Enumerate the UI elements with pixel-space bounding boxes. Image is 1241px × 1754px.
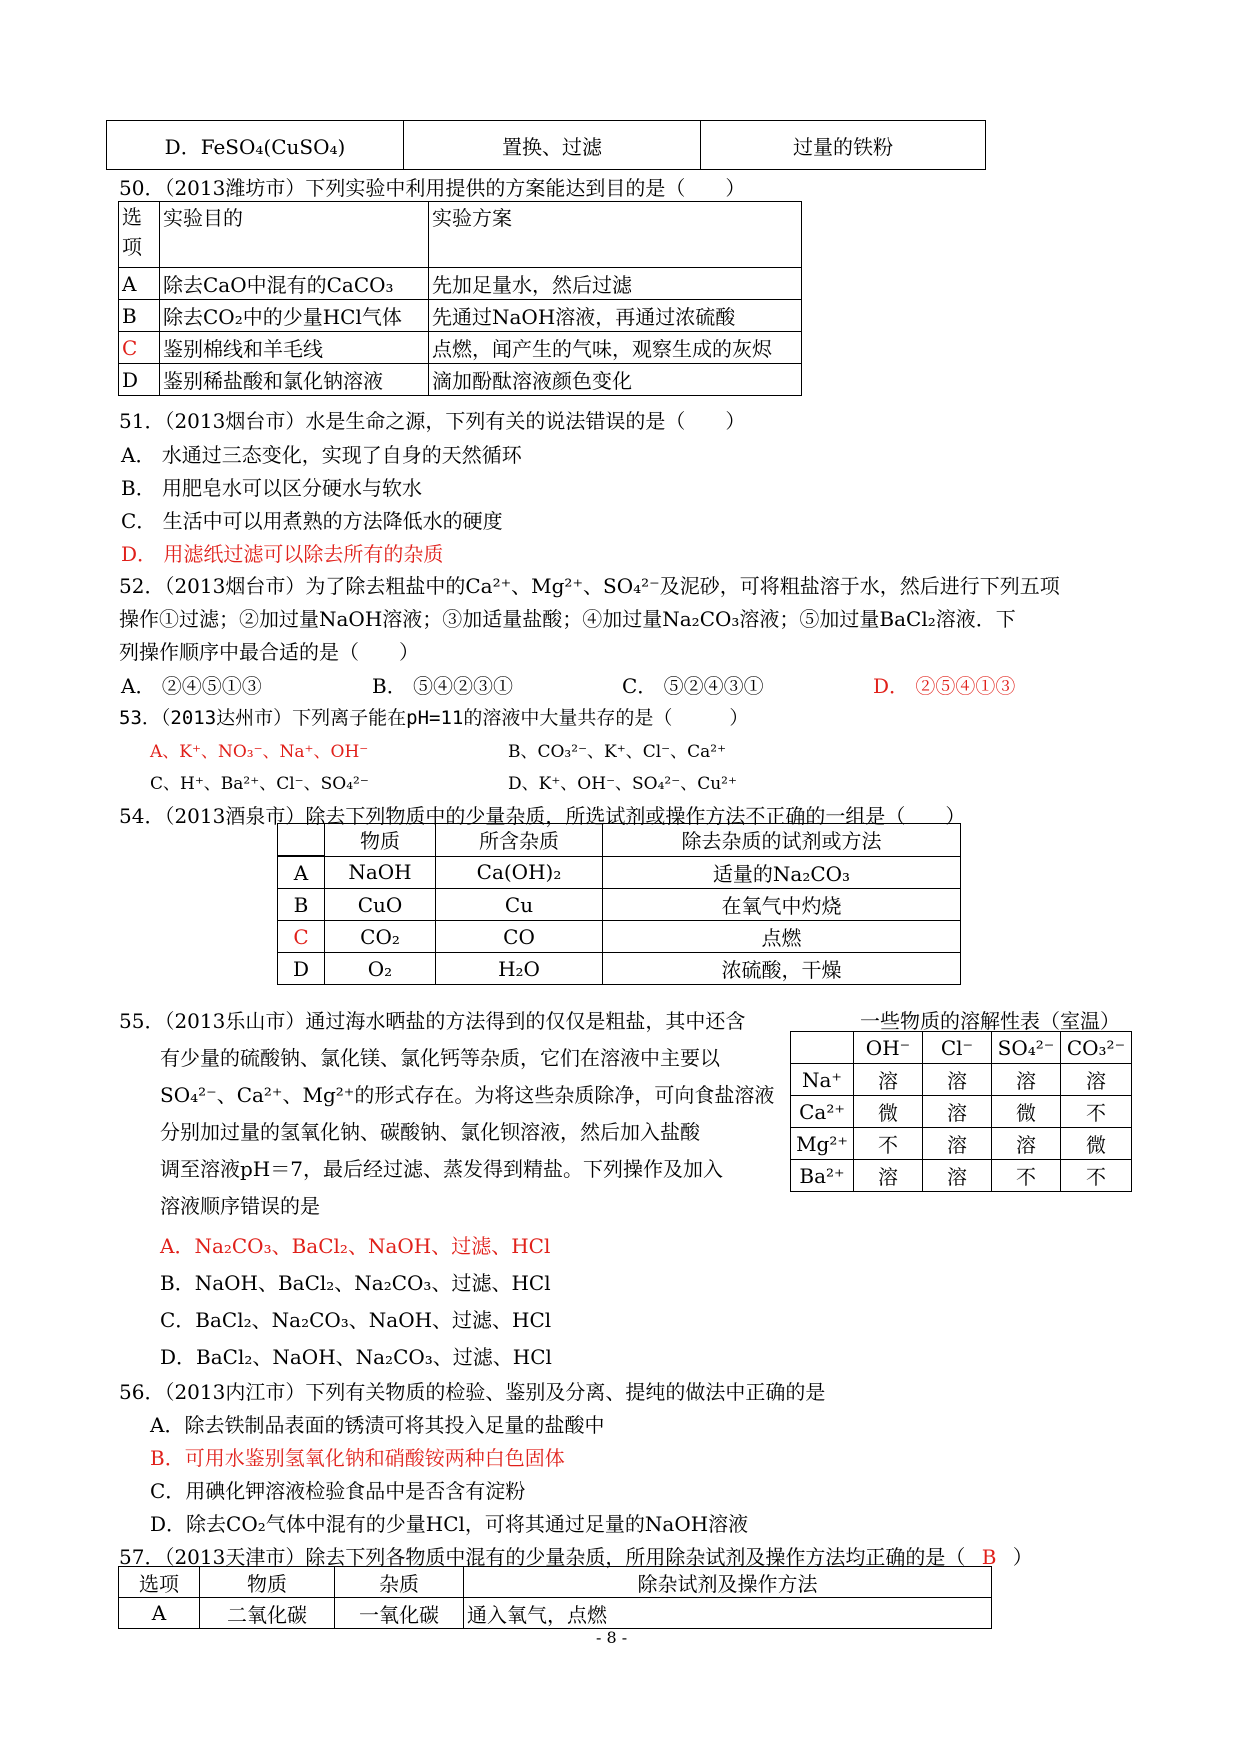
table-cell: 溶 xyxy=(923,1128,992,1160)
table-header-cell: 选项 xyxy=(119,202,160,268)
table-cell: D xyxy=(278,953,325,985)
table-cell: 过量的铁粉 xyxy=(701,121,986,170)
table-cell: A xyxy=(119,268,160,300)
table-cell: 滴加酚酞溶液颜色变化 xyxy=(429,364,802,396)
table-header-cell: 除杂试剂及操作方法 xyxy=(464,1567,992,1598)
table-cell: CO₂ xyxy=(325,921,436,953)
table-cell: CO xyxy=(436,921,603,953)
table-cell: Ba²⁺ xyxy=(791,1160,854,1192)
table-header-cell: Cl⁻ xyxy=(923,1032,992,1064)
table-cell: 鉴别棉线和羊毛线 xyxy=(160,332,429,364)
table-cell: 溶 xyxy=(1061,1064,1132,1096)
answer-mark: B xyxy=(981,1545,997,1569)
option-d-answer: D． ②⑤④①③ xyxy=(873,674,1016,698)
table-cell: 溶 xyxy=(992,1064,1061,1096)
table-cell: 溶 xyxy=(854,1064,923,1096)
table-cell: 除去CO₂中的少量HCl气体 xyxy=(160,300,429,332)
option-a: A． ②④⑤①③ xyxy=(121,674,262,698)
table-header-cell: 所含杂质 xyxy=(436,824,603,857)
table-cell: 一氧化碳 xyxy=(335,1598,464,1629)
table-cell: 不 xyxy=(1061,1160,1132,1192)
question-56-stem: 56．（2013内江市）下列有关物质的检验、鉴别及分离、提纯的做法中正确的是 xyxy=(119,1380,826,1404)
table-header-cell: 杂质 xyxy=(335,1567,464,1598)
table-cell: O₂ xyxy=(325,953,436,985)
option-d: D、K⁺、OH⁻、SO₄²⁻、Cu²⁺ xyxy=(508,774,737,794)
table-cell: B xyxy=(278,889,325,921)
table-cell: 溶 xyxy=(992,1128,1061,1160)
table-header-cell xyxy=(278,824,325,857)
solubility-table-title: 一些物质的溶解性表（室温） xyxy=(860,1009,1120,1033)
table-cell: CuO xyxy=(325,889,436,921)
option-a-answer: A．Na₂CO₃、BaCl₂、NaOH、过滤、HCl xyxy=(160,1234,551,1258)
table-cell: 浓硫酸，干燥 xyxy=(603,953,961,985)
table-cell: 点燃 xyxy=(603,921,961,953)
table-cell: 溶 xyxy=(854,1160,923,1192)
question-55-line: 分别加过量的氢氧化钠、碳酸钠、氯化钡溶液，然后加入盐酸 xyxy=(160,1120,700,1144)
option-d-answer: D． 用滤纸过滤可以除去所有的杂质 xyxy=(121,542,444,566)
table-cell: 先通过NaOH溶液，再通过浓硫酸 xyxy=(429,300,802,332)
option-b: B． ⑤④②③① xyxy=(372,674,514,698)
question-54-table xyxy=(277,823,961,985)
table-cell: 微 xyxy=(854,1096,923,1128)
table-header-cell: OH⁻ xyxy=(854,1032,923,1064)
table-header-cell: 物质 xyxy=(325,824,436,857)
question-53-stem: 53．（2013达州市）下列离子能在pH=11的溶液中大量共存的是（ ） xyxy=(119,707,749,729)
question-54-stem: 54．（2013酒泉市）除去下列物质中的少量杂质，所选试剂或操作方法不正确的一组是（ ） xyxy=(119,804,966,828)
table-cell: 除去CaO中混有的CaCO₃ xyxy=(160,268,429,300)
option-a: A． 水通过三态变化，实现了自身的天然循环 xyxy=(121,443,522,467)
table-cell: Na⁺ xyxy=(791,1064,854,1096)
answer-cell: C xyxy=(278,921,325,953)
table-header-cell: 除去杂质的试剂或方法 xyxy=(603,824,961,857)
question-50-stem: 50．（2013潍坊市）下列实验中利用提供的方案能达到目的是（ ） xyxy=(119,176,746,200)
table-header-cell: CO₃²⁻ xyxy=(1061,1032,1132,1064)
table-cell: 溶 xyxy=(923,1064,992,1096)
option-a: A．除去铁制品表面的锈渍可将其投入足量的盐酸中 xyxy=(150,1413,605,1437)
option-d: D．除去CO₂气体中混有的少量HCl，可将其通过足量的NaOH溶液 xyxy=(150,1512,749,1536)
question-50-table xyxy=(118,201,802,396)
table-cell: 微 xyxy=(992,1096,1061,1128)
question-55-line: 55．（2013乐山市）通过海水晒盐的方法得到的仅仅是粗盐，其中还含 xyxy=(119,1009,746,1033)
question-55-line: 调至溶液pH＝7，最后经过滤、蒸发得到精盐。下列操作及加入 xyxy=(160,1157,723,1181)
option-c: C．用碘化钾溶液检验食品中是否含有淀粉 xyxy=(150,1479,526,1503)
table-header-cell: SO₄²⁻ xyxy=(992,1032,1061,1064)
question-57-close: ） xyxy=(1012,1545,1033,1569)
option-b: B． 用肥皂水可以区分硬水与软水 xyxy=(121,476,423,500)
table-cell: 二氧化碳 xyxy=(200,1598,335,1629)
solubility-table xyxy=(790,1031,1132,1192)
top-table xyxy=(106,120,986,170)
table-cell: NaOH xyxy=(325,856,436,889)
option-d: D．BaCl₂、NaOH、Na₂CO₃、过滤、HCl xyxy=(160,1345,552,1369)
table-cell: 微 xyxy=(1061,1128,1132,1160)
question-51-stem: 51．（2013烟台市）水是生命之源，下列有关的说法错误的是（ ） xyxy=(119,409,746,433)
question-52-line: 52．（2013烟台市）为了除去粗盐中的Ca²⁺、Mg²⁺、SO₄²⁻及泥砂，可将粗盐溶于水，然后进行下列五项 xyxy=(119,574,1060,598)
table-cell: D xyxy=(119,364,160,396)
table-header-cell: 实验目的 xyxy=(160,202,429,268)
table-cell: 适量的Na₂CO₃ xyxy=(603,856,961,889)
option-b: B、CO₃²⁻、K⁺、Cl⁻、Ca²⁺ xyxy=(508,742,727,762)
table-cell: A xyxy=(278,856,325,889)
option-b-answer: B．可用水鉴别氢氧化钠和硝酸铵两种白色固体 xyxy=(150,1446,565,1470)
option-c: C． ⑤②④③① xyxy=(622,674,764,698)
table-header-cell xyxy=(791,1032,854,1064)
table-cell: 在氧气中灼烧 xyxy=(603,889,961,921)
table-cell: A xyxy=(119,1598,200,1629)
table-cell: 不 xyxy=(854,1128,923,1160)
table-cell: Ca(OH)₂ xyxy=(436,856,603,889)
table-cell: 点燃，闻产生的气味，观察生成的灰烬 xyxy=(429,332,802,364)
table-header-cell: 实验方案 xyxy=(429,202,802,268)
table-cell: 置换、过滤 xyxy=(404,121,701,170)
table-cell: Cu xyxy=(436,889,603,921)
question-55-line: SO₄²⁻、Ca²⁺、Mg²⁺的形式存在。为将这些杂质除净，可向食盐溶液 xyxy=(160,1083,775,1107)
option-c: C、H⁺、Ba²⁺、Cl⁻、SO₄²⁻ xyxy=(150,774,369,794)
question-52-line: 操作①过滤；②加过量NaOH溶液；③加适量盐酸；④加过量Na₂CO₃溶液；⑤加过量BaCl₂溶液．下 xyxy=(119,607,1016,631)
question-52-line: 列操作顺序中最合适的是（ ） xyxy=(119,640,419,664)
table-cell: Mg²⁺ xyxy=(791,1128,854,1160)
table-cell: 溶 xyxy=(923,1096,992,1128)
table-cell: 不 xyxy=(1061,1096,1132,1128)
table-cell: D．FeSO₄(CuSO₄) xyxy=(107,121,404,170)
table-cell: H₂O xyxy=(436,953,603,985)
option-b: B．NaOH、BaCl₂、Na₂CO₃、过滤、HCl xyxy=(160,1271,551,1295)
option-a-answer: A、K⁺、NO₃⁻、Na⁺、OH⁻ xyxy=(150,742,369,762)
option-c: C．BaCl₂、Na₂CO₃、NaOH、过滤、HCl xyxy=(160,1308,552,1332)
table-cell: 溶 xyxy=(923,1160,992,1192)
table-cell: 不 xyxy=(992,1160,1061,1192)
table-header-cell: 选项 xyxy=(119,1567,200,1598)
question-57-text: 57．（2013天津市）除去下列各物质中混有的少量杂质，所用除杂试剂及操作方法均正确的是（ xyxy=(119,1545,966,1569)
page-number: - 8 - xyxy=(596,1628,628,1647)
answer-cell: C xyxy=(119,332,160,364)
table-cell: 通入氧气，点燃 xyxy=(464,1598,992,1629)
question-55-line: 溶液顺序错误的是 xyxy=(160,1194,320,1218)
table-cell: B xyxy=(119,300,160,332)
table-cell: 鉴别稀盐酸和氯化钠溶液 xyxy=(160,364,429,396)
table-cell: Ca²⁺ xyxy=(791,1096,854,1128)
table-header-cell: 物质 xyxy=(200,1567,335,1598)
question-55-line: 有少量的硫酸钠、氯化镁、氯化钙等杂质，它们在溶液中主要以 xyxy=(160,1046,720,1070)
option-c: C． 生活中可以用煮熟的方法降低水的硬度 xyxy=(121,509,503,533)
table-cell: 先加足量水，然后过滤 xyxy=(429,268,802,300)
question-57-table xyxy=(118,1566,992,1629)
